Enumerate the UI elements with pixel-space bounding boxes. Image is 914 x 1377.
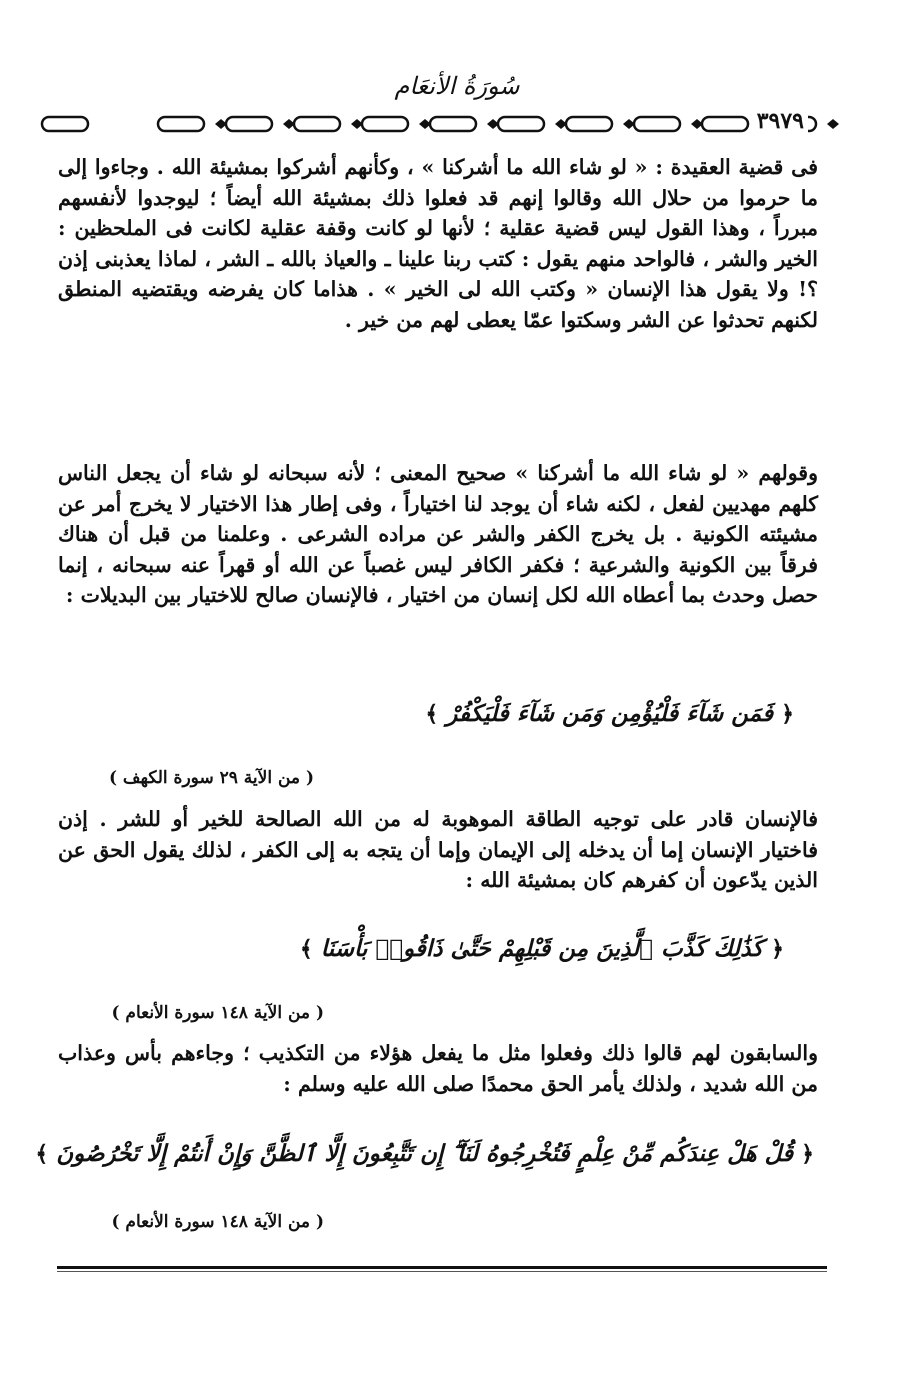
verse-text: كَذَٰلِكَ كَذَّبَ ٱلَّذِينَ مِن قَبْلِهِمْ حَتَّىٰ ذَاقُوا۟ بَأْسَنَا xyxy=(320,935,764,962)
paragraph-3: فالإنسان قادر على توجيه الطاقة الموهوبة له من الله الصالحة للخير أو للشر . إذن فاختيار الإنسان إما أن يدخله إلى الإيمان وإما أن يتجه به إلى الكفر ، لذلك يقول الحق عن الذين يدّعون أن كفرهم كان بمشيئة الله : xyxy=(58,807,818,892)
bottom-divider-thin xyxy=(57,1271,827,1272)
verse-citation-3: ( من الآية ١٤٨ سورة الأنعام ) xyxy=(111,1212,324,1232)
verse-close-ornament: ﴾ xyxy=(299,936,313,962)
verse-text: فَمَن شَآءَ فَلْيُؤْمِن وَمَن شَآءَ فَلْيَكْفُرْ xyxy=(446,700,774,727)
verse-close-ornament: ﴾ xyxy=(425,701,439,727)
verse-text: قُلْ هَلْ عِندَكُم مِّنْ عِلْمٍ فَتُخْرِجُوهُ لَنَآ ۖ إِن تَتَّبِعُونَ إِلَّا ٱلظَّنَّ وَإِنْ أَنتُمْ إِلَّا تَخْرُصُونَ xyxy=(56,1140,794,1167)
page-number: ٣٩٧٩ xyxy=(753,108,808,134)
surah-title: سُورَةُ الأنعَام xyxy=(394,72,520,100)
verse-close-ornament: ﴾ xyxy=(35,1141,49,1167)
paragraph-1: فى قضية العقيدة : « لو شاء الله ما أشركنا » ، وكأنهم أشركوا بمشيئة الله . وجاءوا إلى ما حرموا من حلال الله وقالوا إنهم قد فعلوا ذلك بمشيئة الله أيضاً ؛ ليوجدوا لأنفسهم مبرراً ، وهذا القول ليس قضية عقلية ؛ لأنها لو كانت وقفة عقلية لكانت فى الملحظين : الخير والشر ، فالواحد منهم يقول : كتب ربنا علينا ـ والعياذ بالله ـ الشر ، لماذا يعذبنى إذن ؟! ولا يقول هذا الإنسان « وكتب الله لى الخير » . هذاما كان يفرضه ويقتضيه المنطق لكنهم تحدثوا عن الشر وسكتوا عمّا يعطى لهم من خير . xyxy=(58,155,818,332)
verse-citation-2: ( من الآية ١٤٨ سورة الأنعام ) xyxy=(111,1003,324,1023)
verse-open-ornament: ﴿ xyxy=(781,701,794,727)
quran-verse-2 xyxy=(300,935,784,962)
quran-verse-1 xyxy=(425,700,794,727)
bottom-divider xyxy=(57,1266,827,1269)
verse-open-ornament: ﴿ xyxy=(771,936,784,962)
paragraph-4: والسابقون لهم قالوا ذلك وفعلوا مثل ما يفعل هؤلاء من التكذيب ؛ وجاءهم بأس وعذاب من الله شديد ، ولذلك يأمر الحق محمدًا صلى الله عليه وسلم : xyxy=(58,1041,818,1096)
quran-verse-3 xyxy=(35,1140,814,1167)
paragraph-2: وقولهم « لو شاء الله ما أشركنا » صحيح المعنى ؛ لأنه سبحانه لو شاء أن يجعل الناس كلهم مهديين لفعل ، لكنه شاء أن يوجد لنا اختياراً ، وفى إطار هذا الاختيار لا يخرج أمر عن مشيئته الكونية . بل يخرج الكفر والشر عن مراده الشرعى . وعلمنا من قبل أن هناك فرقاً بين الكونية والشرعية ؛ فكفر الكافر ليس غصباً عن الله أو قهراً عنه سبحانه ، إنما حصل وحدث بما أعطاه الله لكل إنسان من اختيار ، فالإنسان صالح للاختيار بين البديلات : xyxy=(58,461,818,607)
verse-citation-1: ( من الآية ٢٩ سورة الكهف ) xyxy=(108,768,314,788)
decorative-border xyxy=(40,110,845,138)
verse-open-ornament: ﴿ xyxy=(801,1141,814,1167)
